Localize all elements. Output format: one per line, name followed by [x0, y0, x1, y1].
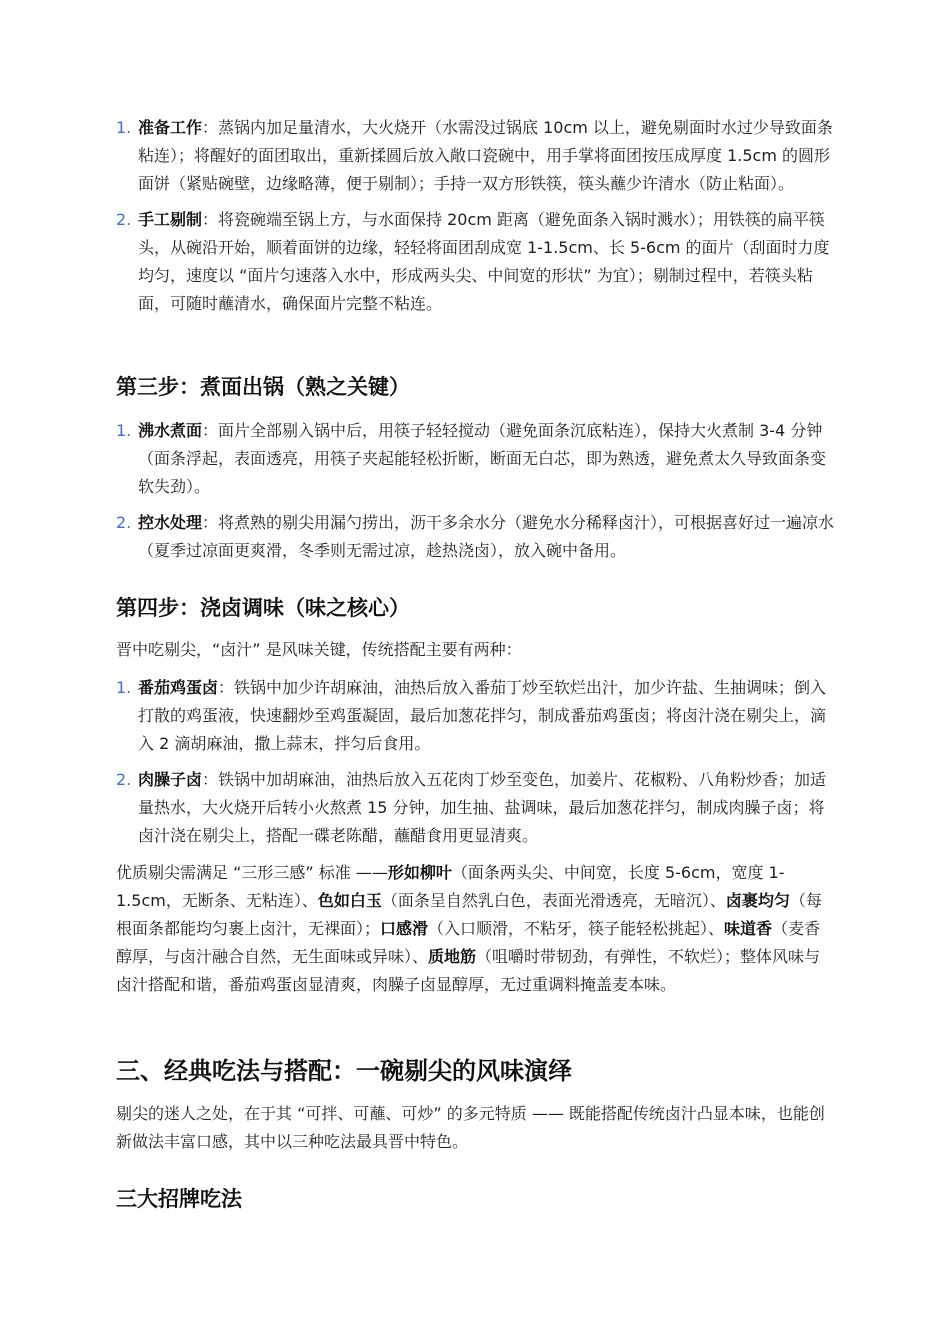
item-title: 手工剔制 — [138, 210, 203, 229]
list-item — [116, 114, 836, 198]
list-item — [116, 766, 836, 850]
item-title: 肉臊子卤 — [138, 770, 203, 789]
quality-text: （面条呈自然乳白色，表面光滑透亮，无暗沉）、 — [381, 891, 726, 910]
item-title: 番茄鸡蛋卤 — [138, 678, 219, 697]
quality-text: （麦香醇厚，与卤汁融合自然，无生面味或异味）、 — [116, 919, 821, 966]
item-text: ：铁锅中加少许胡麻油，油热后放入番茄丁炒至软烂出汁，加少许盐、生抽调味；倒入打散的鸡蛋液，快速翻炒至鸡蛋凝固，最后加葱花拌匀，制成番茄鸡蛋卤；将卤汁浇在剔尖上，滴入 2 滴胡麻油，撒上蒜末，拌匀后食用。 — [138, 678, 827, 753]
quality-text: 优质剔尖需满足 “三形三感” 标准 —— — [116, 863, 388, 882]
quality-text: （面条两头尖、中间宽，长度 5-6cm，宽度 1-1.5cm，无断条、无粘连）、 — [116, 863, 785, 910]
list-number: 1. — [116, 118, 132, 137]
sauce-list — [116, 674, 836, 850]
list-number: 2. — [116, 210, 132, 229]
quality-term: 形如柳叶 — [387, 863, 452, 882]
prep-steps-list — [116, 114, 836, 318]
section3-heading: 三、经典吃法与搭配：一碗剔尖的风味演绎 — [116, 1057, 572, 1085]
item-text: ：将瓷碗端至锅上方，与水面保持 20cm 距离（避免面条入锅时溅水）；用铁筷的扁平筷头，从碗沿开始，顺着面饼的边缘，轻轻将面团刮成宽 1-1.5cm、长 5-6cm 的面片（刮面时力度均匀，速度以 “面片匀速落入水中，形成两头尖、中间宽的形状” 为宜）；剔制过程中，若筷头粘面，可随时蘸清水，确保面片完整不粘连。 — [138, 210, 830, 313]
quality-text: （每根面条都能均匀裹上卤汁，无裸面）； — [116, 891, 822, 938]
list-number: 1. — [116, 678, 132, 697]
step4-intro: 晋中吃剔尖，“卤汁” 是风味关键，传统搭配主要有两种： — [116, 640, 522, 659]
cook-steps-list — [116, 417, 836, 565]
quality-term: 卤裹均匀 — [725, 891, 790, 910]
list-number: 1. — [116, 421, 132, 440]
list-item — [116, 509, 836, 565]
list-item — [116, 206, 836, 318]
quality-term: 色如白玉 — [317, 891, 382, 910]
signature-dishes-heading: 三大招牌吃法 — [116, 1187, 242, 1211]
list-number: 2. — [116, 770, 132, 789]
quality-paragraph — [116, 859, 836, 999]
item-text: ：蒸锅内加足量清水，大火烧开（水需没过锅底 10cm 以上，避免剔面时水过少导致面条粘连）；将醒好的面团取出，重新揉圆后放入敞口瓷碗中，用手掌将面团按压成厚度 1.5cm 的圆形面饼（紧贴碗壁，边缘略薄，便于剔制）；手持一双方形铁筷，筷头蘸少许清水（防止粘面）。 — [138, 118, 833, 193]
quality-term: 质地筋 — [428, 947, 477, 966]
quality-term: 口感滑 — [380, 919, 429, 938]
item-text: ：将煮熟的剔尖用漏勺捞出，沥干多余水分（避免水分稀释卤汁），可根据喜好过一遍凉水（夏季过凉面更爽滑，冬季则无需过凉，趁热浇卤），放入碗中备用。 — [138, 513, 835, 560]
quality-term: 味道香 — [724, 919, 773, 938]
quality-text: （咀嚼时带韧劲，有弹性，不软烂）；整体风味与卤汁搭配和谐，番茄鸡蛋卤显清爽，肉臊子卤显醇厚，无过重调料掩盖麦本味。 — [116, 947, 821, 994]
item-text: ：铁锅中加胡麻油，油热后放入五花肉丁炒至变色，加姜片、花椒粉、八角粉炒香；加适量热水，大火烧开后转小火熬煮 15 分钟，加生抽、盐调味，最后加葱花拌匀，制成肉臊子卤；将卤汁浇在剔尖上，搭配一碟老陈醋，蘸醋食用更显清爽。 — [138, 770, 827, 845]
list-number: 2. — [116, 513, 132, 532]
item-title: 沸水煮面 — [138, 421, 203, 440]
list-item — [116, 417, 836, 501]
section3-intro: 剔尖的迷人之处，在于其 “可拌、可蘸、可炒” 的多元特质 —— 既能搭配传统卤汁凸显本味，也能创新做法丰富口感，其中以三种吃法最具晋中特色。 — [116, 1104, 825, 1151]
item-text: ：面片全部剔入锅中后，用筷子轻轻搅动（避免面条沉底粘连），保持大火煮制 3-4 分钟（面条浮起，表面透亮，用筷子夹起能轻松折断，断面无白芯，即为熟透，避免煮太久导致面条变软失劲）。 — [138, 421, 827, 496]
list-item — [116, 674, 836, 758]
item-title: 准备工作 — [138, 118, 203, 137]
item-title: 控水处理 — [138, 513, 203, 532]
quality-text: （入口顺滑，不粘牙，筷子能轻松挑起）、 — [428, 919, 725, 938]
step4-heading: 第四步：浇卤调味（味之核心） — [116, 596, 410, 620]
step3-heading: 第三步：煮面出锅（熟之关键） — [116, 375, 410, 399]
